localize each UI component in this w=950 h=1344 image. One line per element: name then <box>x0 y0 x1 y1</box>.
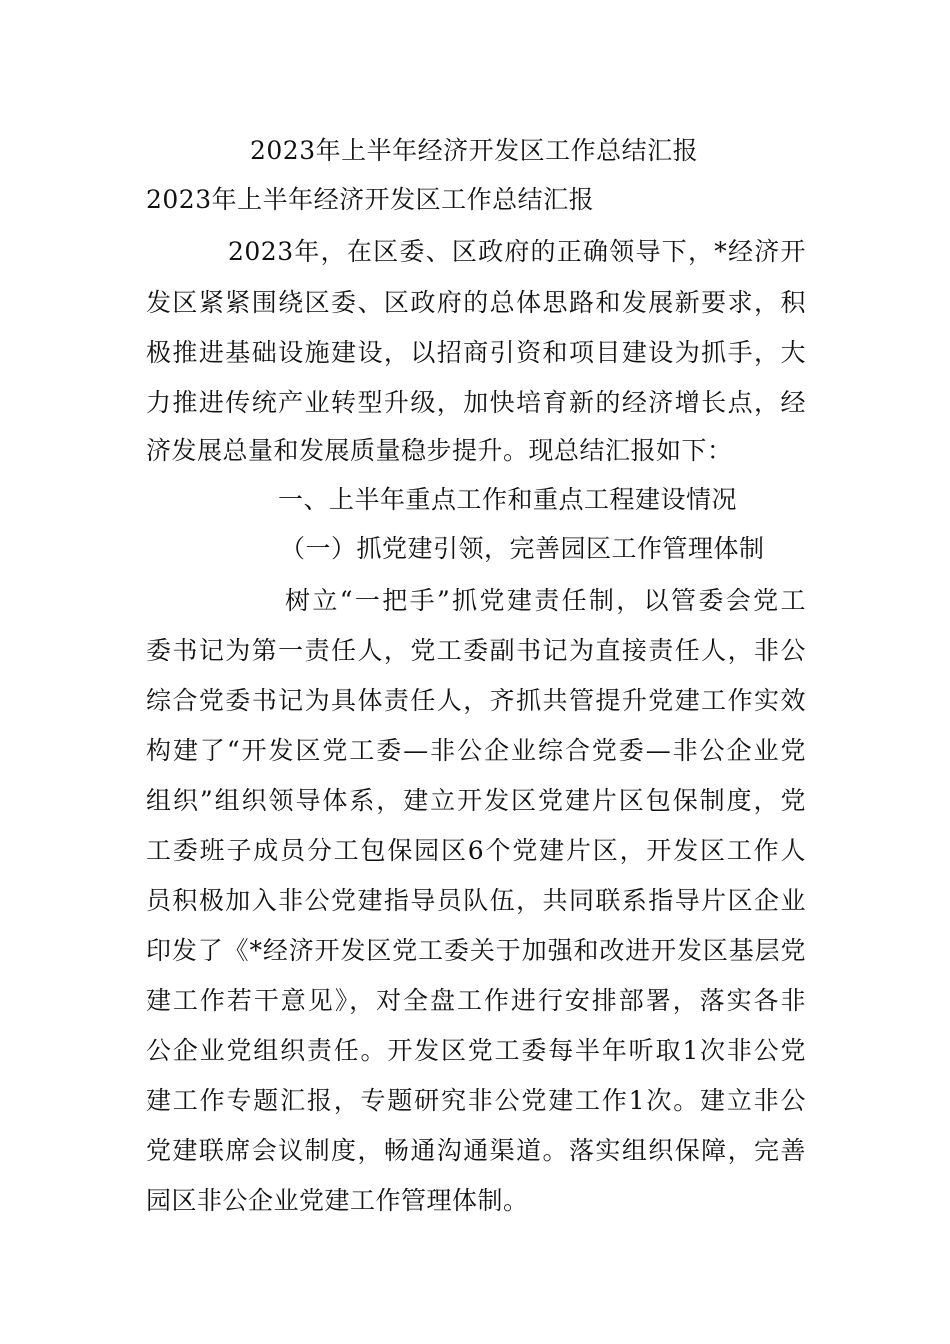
body-line: 员积极加入非公党建指导员队伍，共同联系指导片区企业 <box>146 886 806 915</box>
body-line: 建工作若干意见》，对全盘工作进行安排部署，落实各非 <box>146 986 806 1015</box>
intro-line: 发区紧紧围绕区委、区政府的总体思路和发展新要求，积 <box>146 288 806 317</box>
body-line: 印发了《*经济开发区党工委关于加强和改进开发区基层党 <box>146 936 806 965</box>
body-line: 委书记为第一责任人，党工委副书记为直接责任人，非公 <box>146 636 806 665</box>
body-line: 党建联席会议制度，畅通沟通渠道。落实组织保障，完善 <box>146 1136 806 1165</box>
document-title: 2023年上半年经济开发区工作总结汇报 <box>250 136 699 165</box>
intro-line: 极推进基础设施建设，以招商引资和项目建设为抓手，大 <box>146 338 806 367</box>
section-heading: 一、上半年重点工作和重点工程建设情况 <box>278 485 738 514</box>
body-line: 建工作专题汇报，专题研究非公党建工作1次。建立非公 <box>146 1086 806 1115</box>
intro-line: 2023年，在区委、区政府的正确领导下，*经济开 <box>228 237 806 266</box>
body-line: 构建了“开发区党工委—非公企业综合党委—非公企业党 <box>146 736 806 765</box>
body-line: 工委班子成员分工包保园区6个党建片区，开发区工作人 <box>146 836 806 865</box>
subsection-heading: （一）抓党建引领，完善园区工作管理体制 <box>280 534 765 563</box>
intro-line: 济发展总量和发展质量稳步提升。现总结汇报如下： <box>146 436 733 465</box>
body-line: 公企业党组织责任。开发区党工委每半年听取1次非公党 <box>146 1036 806 1065</box>
body-line: 组织”组织领导体系，建立开发区党建片区包保制度，党 <box>146 786 806 815</box>
body-line: 树立“一把手”抓党建责任制，以管委会党工 <box>285 586 806 615</box>
intro-line: 力推进传统产业转型升级，加快培育新的经济增长点，经 <box>146 388 806 417</box>
body-line: 园区非公企业党建工作管理体制。 <box>146 1186 529 1215</box>
body-line: 综合党委书记为具体责任人，齐抓共管提升党建工作实效 <box>146 686 806 715</box>
document-subtitle: 2023年上半年经济开发区工作总结汇报 <box>146 185 595 214</box>
